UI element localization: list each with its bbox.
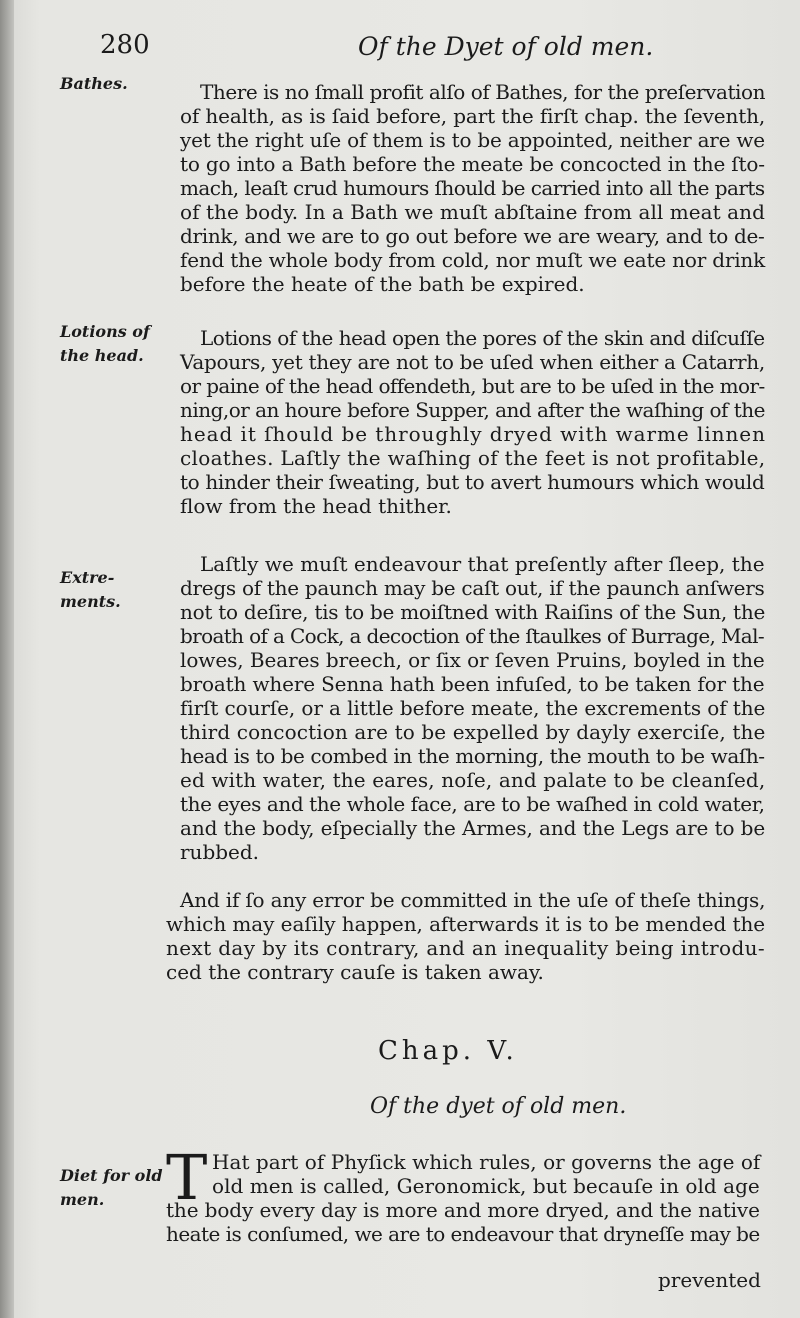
body-line: head is to be combed in the morning, the mouth to be waſh- xyxy=(180,744,765,768)
chapter-subtitle: Of the dyet of old men. xyxy=(370,1094,627,1119)
body-line: to hinder their ſweating, but to avert humours which would xyxy=(180,470,765,494)
body-line: third concoction are to be expelled by dayly exerciſe, the xyxy=(180,720,766,744)
body-line: And if ſo any error be committed in the uſe of theſe things, xyxy=(180,888,766,912)
body-line: or paine of the head offendeth, but are to be uſed in the mor- xyxy=(180,374,765,398)
body-line: which may eaſily happen, afterwards it is to be mended the xyxy=(166,912,766,936)
body-line: Laſtly we muſt endeavour that preſently after ſleep, the xyxy=(200,552,765,576)
body-line: firſt courſe, or a little before meate, the excrements of the xyxy=(180,696,766,720)
margin-note-excrements: Extre- ments. xyxy=(60,568,121,611)
page-number: 280 xyxy=(100,30,150,60)
body-line: ced the contrary cauſe is taken away. xyxy=(166,960,544,984)
body-line: There is no ſmall profit alſo of Bathes, for the preſervation xyxy=(200,80,766,104)
body-line: cloathes. Laſtly the waſhing of the feet is not profitable, xyxy=(180,446,766,470)
body-line: Lotions of the head open the pores of the skin and diſcuſſe xyxy=(200,326,765,350)
body-line: fend the whole body from cold, nor muſt we eate nor drink xyxy=(180,248,765,272)
body-line: of health, as is ſaid before, part the firſt chap. the ſeventh, xyxy=(180,104,766,128)
chapter-line: old men is called, Geronomick, but becauſe in old age xyxy=(212,1174,760,1198)
body-line: the eyes and the whole face, are to be waſhed in cold water, xyxy=(180,792,765,816)
running-title: Of the Dyet of old men. xyxy=(358,32,654,61)
drop-cap: T xyxy=(166,1141,208,1214)
body-line: broath of a Cock, a decoction of the ſtaulkes of Burrage, Mal- xyxy=(180,624,764,648)
body-line: yet the right uſe of them is to be appointed, neither are we xyxy=(180,128,765,152)
catchword: prevented xyxy=(658,1268,761,1292)
body-line: broath where Senna hath been infuſed, to be taken for the xyxy=(180,672,765,696)
chapter-line: the body every day is more and more dryed, and the native xyxy=(166,1198,760,1222)
body-line: flow from the head thither. xyxy=(180,494,452,518)
body-line: before the heate of the bath be expired. xyxy=(180,272,585,296)
chapter-line: heate is conſumed, we are to endeavour that dryneſſe may be xyxy=(166,1222,760,1246)
chapter-line: Hat part of Phyſick which rules, or governs the age of xyxy=(212,1150,761,1174)
margin-note-diet: Diet for old men. xyxy=(60,1166,163,1209)
body-line: lowes, Beares breech, or ſix or ſeven Pruins, boyled in the xyxy=(180,648,765,672)
body-line: of the body. In a Bath we muſt abſtaine from all meat and xyxy=(180,200,765,224)
body-line: Vapours, yet they are not to be uſed when either a Catarrh, xyxy=(180,350,765,374)
page-header xyxy=(0,30,800,70)
margin-note-lotions: Lotions of the head. xyxy=(60,322,150,365)
margin-note-bathes: Bathes. xyxy=(60,74,128,93)
body-line: to go into a Bath before the meate be concocted in the ſto- xyxy=(180,152,765,176)
body-line: mach, leaſt crud humours ſhould be carried into all the parts xyxy=(180,176,765,200)
body-line: and the body, eſpecially the Armes, and the Legs are to be xyxy=(180,816,766,840)
body-line: next day by its contrary, and an inequality being introdu- xyxy=(166,936,765,960)
body-line: head it ſhould be throughly dryed with warme linnen xyxy=(180,422,766,446)
body-line: ning,or an houre before Supper, and after the waſhing of the xyxy=(180,398,765,422)
body-line: ed with water, the eares, noſe, and palate to be cleanſed, xyxy=(180,768,766,792)
body-line: drink, and we are to go out before we are weary, and to de- xyxy=(180,224,765,248)
chapter-heading: Chap. V. xyxy=(378,1036,518,1066)
body-line: not to deſire, tis to be moiſtned with Raiſins of the Sun, the xyxy=(180,600,766,624)
body-line: rubbed. xyxy=(180,840,260,864)
book-gutter xyxy=(0,0,14,1318)
body-line: dregs of the paunch may be caſt out, if the paunch anſwers xyxy=(180,576,765,600)
